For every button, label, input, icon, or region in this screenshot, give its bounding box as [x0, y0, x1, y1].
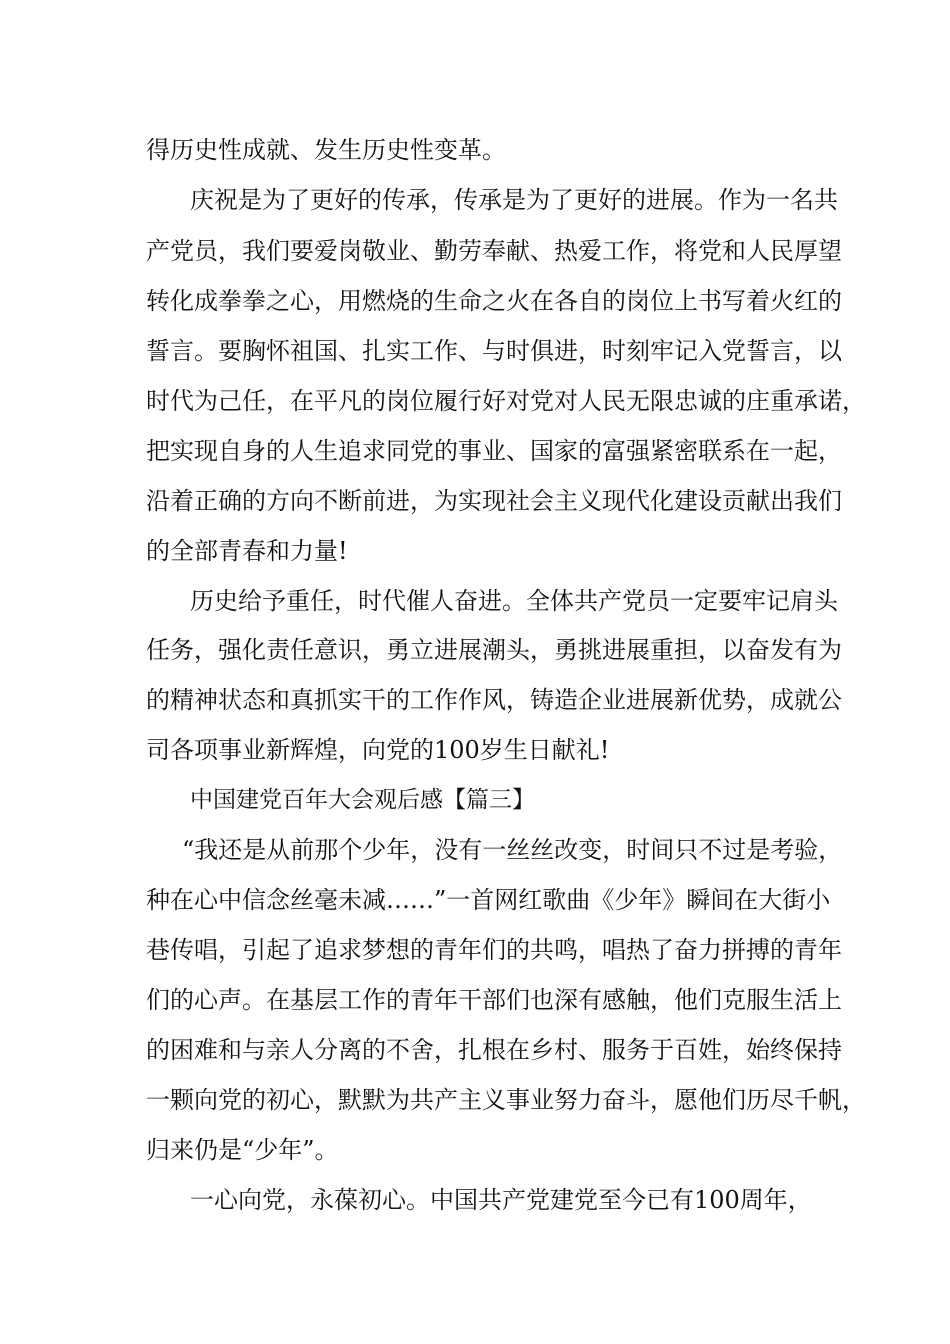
text-line: 种在心中信念丝毫未减……”一首网红歌曲《少年》瞬间在大街小	[146, 886, 831, 914]
text-line: 一心向党，永葆初心。中国共产党建党至今已有100周年，	[190, 1186, 812, 1214]
text-line: 们的心声。在基层工作的青年干部们也深有感触，他们克服生活上	[146, 986, 842, 1014]
text-line: 任务，强化责任意识，勇立进展潮头，勇挑进展重担，以奋发有为	[146, 636, 842, 664]
text-line: 一颗向党的初心，默默为共产主义事业努力奋斗，愿他们历尽千帆，	[146, 1086, 866, 1114]
section-heading: 中国建党百年大会观后感【篇三】	[190, 787, 535, 813]
text-line: “我还是从前那个少年，没有一丝丝改变，时间只不过是考验，	[182, 836, 843, 864]
text-line: 把实现自身的人生追求同党的事业、国家的富强紧密联系在一起，	[146, 437, 842, 465]
text-line: 得历史性成就、发生历史性变革。	[146, 136, 506, 164]
text-line: 庆祝是为了更好的传承，传承是为了更好的进展。作为一名共	[190, 186, 838, 214]
text-line: 巷传唱，引起了追求梦想的青年们的共鸣，唱热了奋力拼搏的青年	[146, 936, 842, 964]
text-line: 历史给予重任，时代催人奋进。全体共产党员一定要牢记肩头	[190, 587, 838, 615]
text-line: 誓言。要胸怀祖国、扎实工作、与时俱进，时刻牢记入党誓言，以	[146, 337, 842, 365]
text-line: 时代为己任，在平凡的岗位履行好对党对人民无限忠诚的庄重承诺，	[146, 387, 866, 415]
text-line: 的困难和与亲人分离的不舍，扎根在乡村、服务于百姓，始终保持	[146, 1036, 842, 1064]
text-line: 的全部青春和力量!	[146, 537, 348, 565]
text-line: 归来仍是“少年”。	[146, 1136, 339, 1164]
text-line: 沿着正确的方向不断前进，为实现社会主义现代化建设贡献出我们	[146, 487, 842, 515]
text-line: 转化成拳拳之心，用燃烧的生命之火在各自的岗位上书写着火红的	[146, 287, 842, 315]
text-line: 产党员，我们要爱岗敬业、勤劳奉献、热爱工作，将党和人民厚望	[146, 237, 842, 265]
text-line: 的精神状态和真抓实干的工作作风，铸造企业进展新优势，成就公	[146, 686, 842, 714]
text-line: 司各项事业新辉煌，向党的100岁生日献礼!	[146, 736, 610, 764]
